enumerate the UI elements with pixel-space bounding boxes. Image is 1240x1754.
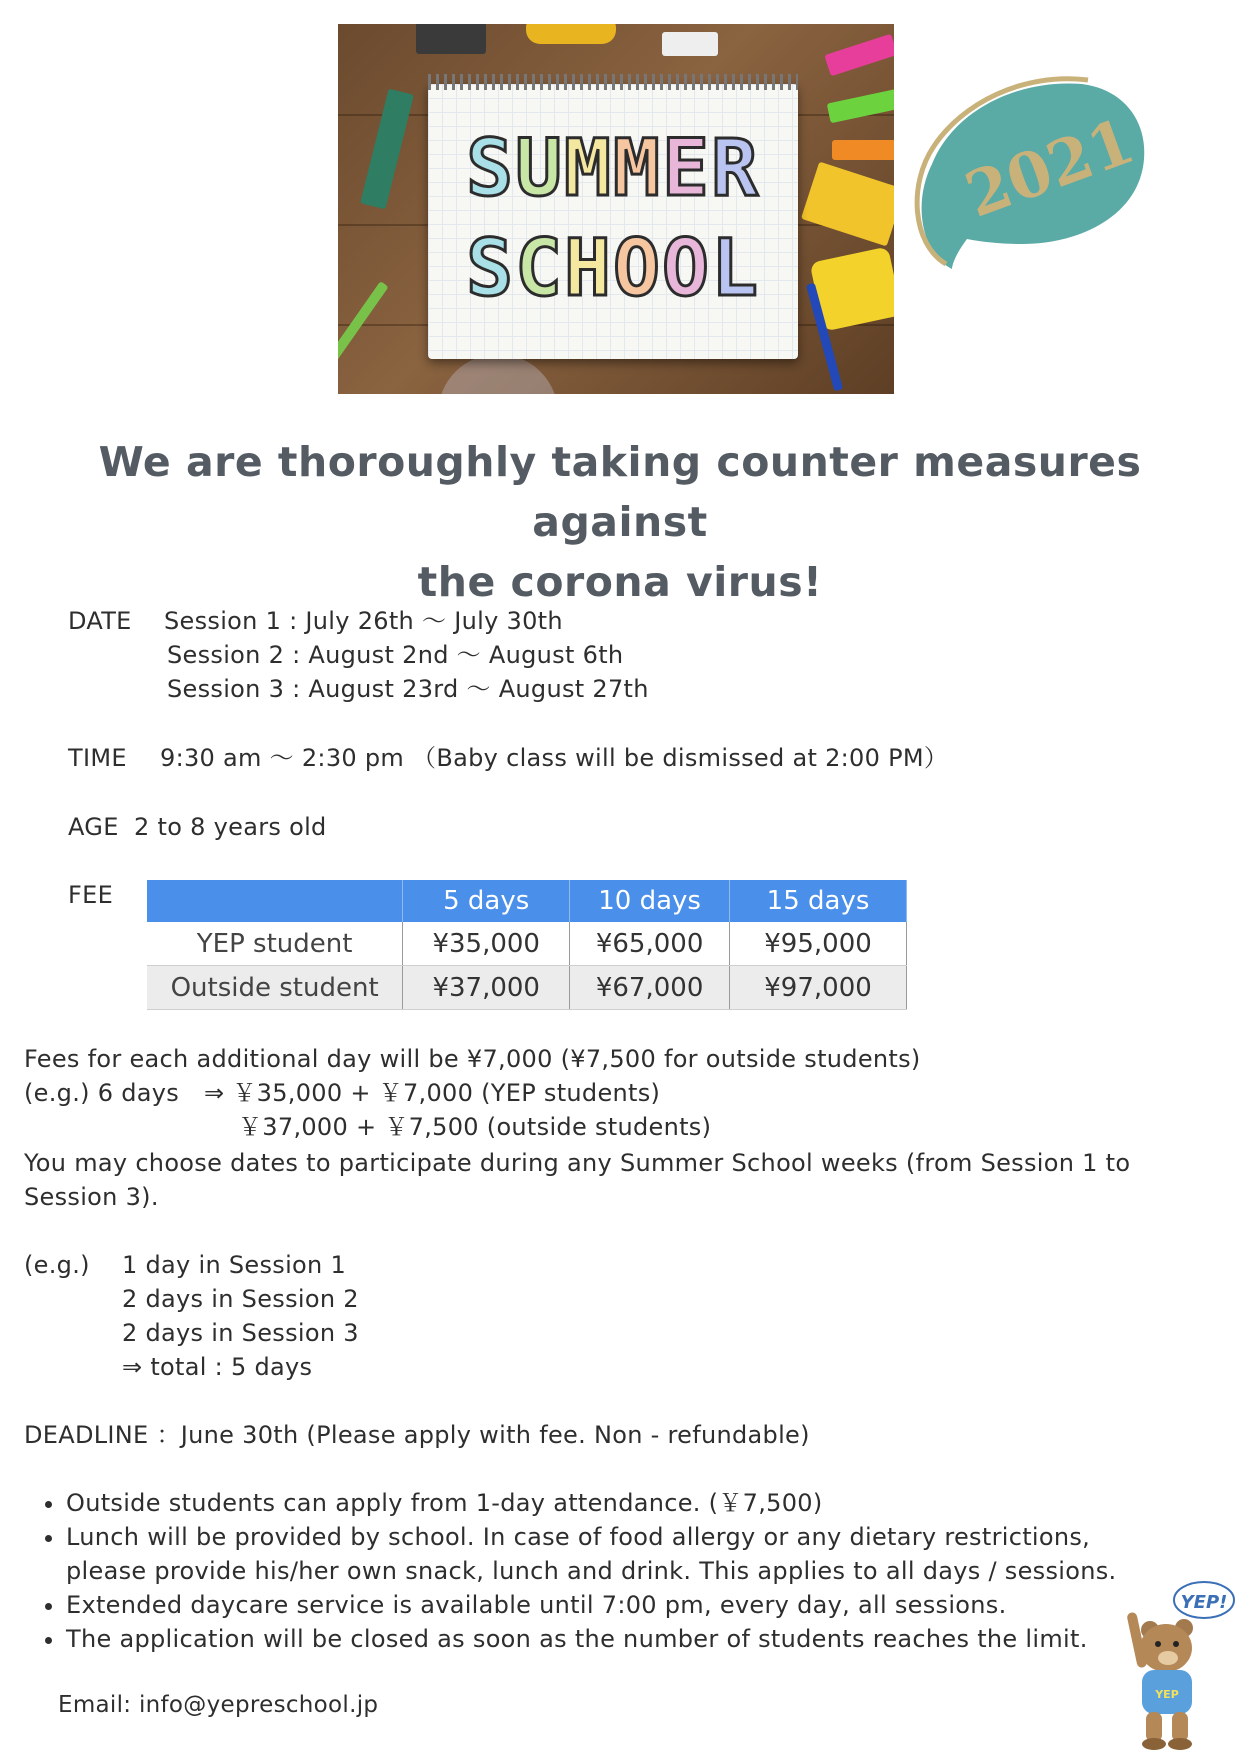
pencil-icon — [338, 281, 389, 377]
fee-cell: ¥35,000 — [403, 922, 570, 966]
session-3: Session 3 : August 23rd 〜 August 27th — [167, 675, 649, 703]
time-value: 9:30 am 〜 2:30 pm （Baby class will be dismissed at 2:00 PM） — [160, 744, 949, 772]
eraser-icon — [662, 32, 718, 56]
age-value: 2 to 8 years old — [134, 813, 327, 841]
calculator-icon — [416, 24, 486, 54]
summer-school-photo — [338, 24, 894, 394]
fee-cell: ¥65,000 — [570, 922, 730, 966]
marker-orange-icon — [832, 140, 894, 160]
additional-example-prefix: (e.g.) 6 days — [24, 1079, 180, 1107]
fee-header-10-days: 10 days — [570, 880, 730, 922]
date-label: DATE — [68, 607, 132, 635]
fee-cell: ¥37,000 — [403, 966, 570, 1010]
fee-header-5-days: 5 days — [403, 880, 570, 922]
year-text: 2021 — [956, 104, 1144, 232]
time-label: TIME — [68, 744, 127, 772]
notes-list — [30, 1486, 1176, 1656]
scissors-icon — [526, 24, 616, 44]
additional-fee-line: Fees for each additional day will be ¥7,000 (¥7,500 for outside students) — [24, 1045, 921, 1073]
fee-cell: ¥97,000 — [730, 966, 907, 1010]
fee-table-header — [147, 880, 907, 922]
example-prefix: (e.g.) — [24, 1251, 90, 1279]
headline-line-1: We are thoroughly taking counter measures against — [98, 438, 1142, 546]
example-item-2: 2 days in Session 2 — [122, 1285, 359, 1313]
fee-cell: ¥95,000 — [730, 922, 907, 966]
example-total: ⇒ total : 5 days — [122, 1353, 313, 1381]
stapler-icon — [360, 89, 414, 210]
example-item-3: 2 days in Session 3 — [122, 1319, 359, 1347]
list-item: • Outside students can apply from 1-day attendance. (￥7,500) — [66, 1486, 1176, 1520]
notebook — [428, 84, 798, 359]
marker-green-icon — [827, 89, 894, 124]
stencil-icon — [801, 162, 894, 247]
mascot-speech: YEP! — [1180, 1592, 1228, 1613]
list-item: • Extended daycare service is available until 7:00 pm, every day, all sessions. — [66, 1588, 1176, 1622]
hero-word-summer: SUMMER — [466, 124, 760, 214]
year-speech-bubble — [912, 74, 1152, 274]
hero-word-school: SCHOOL — [466, 224, 760, 314]
list-item: • Lunch will be provided by school. In case of food allergy or any dietary restrictions, please provide his/her own snack, lunch and drink. This applies to all days / sessions. — [66, 1520, 1176, 1588]
row-outside-student: Outside student — [147, 966, 403, 1010]
fee-header-15-days: 15 days — [730, 880, 907, 922]
choose-dates-line-1: You may choose dates to participate during any Summer School weeks (from Session 1 to — [24, 1149, 1131, 1177]
table-row — [147, 966, 907, 1010]
headline-line-2: the corona virus! — [417, 558, 823, 606]
fee-table — [147, 880, 907, 1010]
fee-label: FEE — [68, 881, 114, 909]
marker-pink-icon — [824, 34, 894, 77]
row-yep-student: YEP student — [147, 922, 403, 966]
protractor-icon — [438, 354, 558, 394]
bear-mascot-icon — [1126, 1572, 1236, 1750]
example-item-1: 1 day in Session 1 — [122, 1251, 347, 1279]
email-contact: Email: info@yepreschool.jp — [58, 1692, 379, 1718]
additional-example-outside: ￥37,000 + ￥7,500 (outside students) — [238, 1113, 712, 1141]
choose-dates-line-2: Session 3). — [24, 1183, 159, 1211]
list-item: • The application will be closed as soon as the number of students reaches the limit. — [66, 1622, 1176, 1656]
fee-cell: ¥67,000 — [570, 966, 730, 1010]
deadline: DEADLINE ：June 30th (Please apply with fee. Non - refundable) — [24, 1421, 810, 1449]
notebook-spiral — [428, 74, 798, 90]
age-label: AGE — [68, 813, 119, 841]
headline — [20, 432, 1220, 612]
session-1: Session 1 : July 26th 〜 July 30th — [164, 607, 563, 635]
table-row — [147, 922, 907, 966]
fee-header-blank — [147, 880, 403, 922]
additional-example-yep: ⇒ ￥35,000 + ￥7,000 (YEP students) — [204, 1079, 661, 1107]
mascot-shirt: YEP — [1155, 1688, 1179, 1701]
session-2: Session 2 : August 2nd 〜 August 6th — [167, 641, 624, 669]
